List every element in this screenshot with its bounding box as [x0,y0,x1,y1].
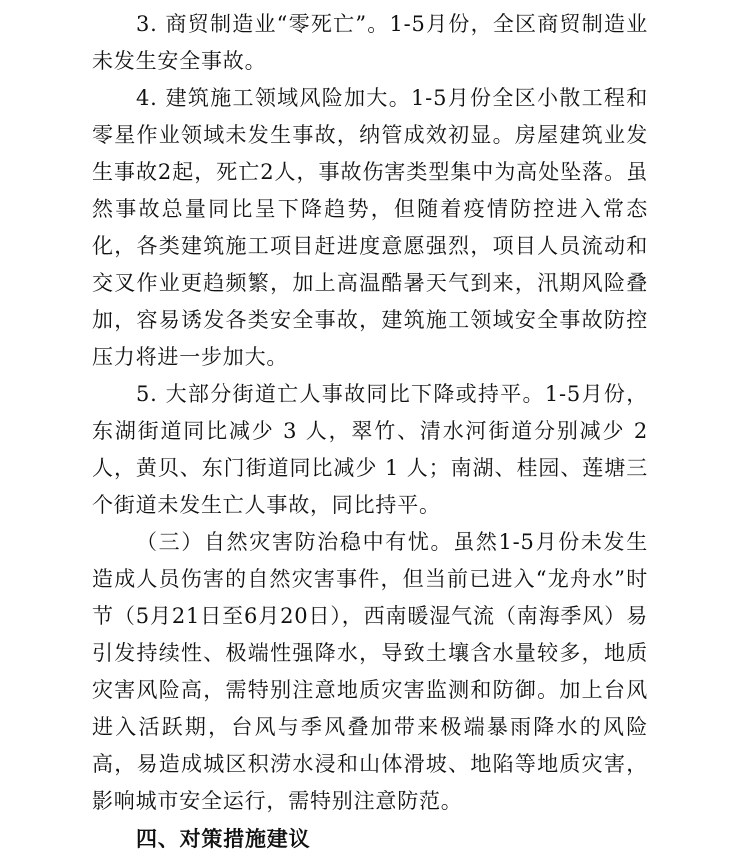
paragraph-commerce-manufacturing: 3. 商贸制造业“零死亡”。1-5月份，全区商贸制造业未发生安全事故。 [92,12,648,73]
document-page [92,0,648,851]
paragraph-natural-disasters: （三）自然灾害防治稳中有忧。虽然1-5月份未发生造成人员伤害的自然灾害事件，但当前已进入“龙舟水”时节（5月21日至6月20日），西南暖湿气流（南海季风）易引发持续性、极端性强降水，导致土壤含水量较多，地质灾害风险高，需特别注意地质灾害监测和防御。加上台风进入活跃期，台风与季风叠加带来极端暴雨降水的风险高，易造成城区积涝水浸和山体滑坡、地陷等地质灾害，影响城市安全运行，需特别注意防范。 [92,530,648,813]
paragraph-construction-risk: 4. 建筑施工领域风险加大。1-5月份全区小散工程和零星作业领域未发生事故，纳管成效初显。房屋建筑业发生事故2起，死亡2人，事故伤害类型集中为高处坠落。虽然事故总量同比呈下降趋势，但随着疫情防控进入常态化，各类建筑施工项目赶进度意愿强烈，项目人员流动和交叉作业更趋频繁，加上高温酷暑天气到来，汛期风险叠加，容易诱发各类安全事故，建筑施工领域安全事故防控压力将进一步加大。 [92,86,648,369]
section-heading-countermeasures: 四、对策措施建议 [136,826,311,851]
paragraph-street-fatalities: 5. 大部分街道亡人事故同比下降或持平。1-5月份，东湖街道同比减少 3 人，翠竹、清水河街道分别减少 2 人，黄贝、东门街道同比减少 1 人；南湖、桂园、莲塘三个街道未发生亡人事故，同比持平。 [92,382,648,517]
